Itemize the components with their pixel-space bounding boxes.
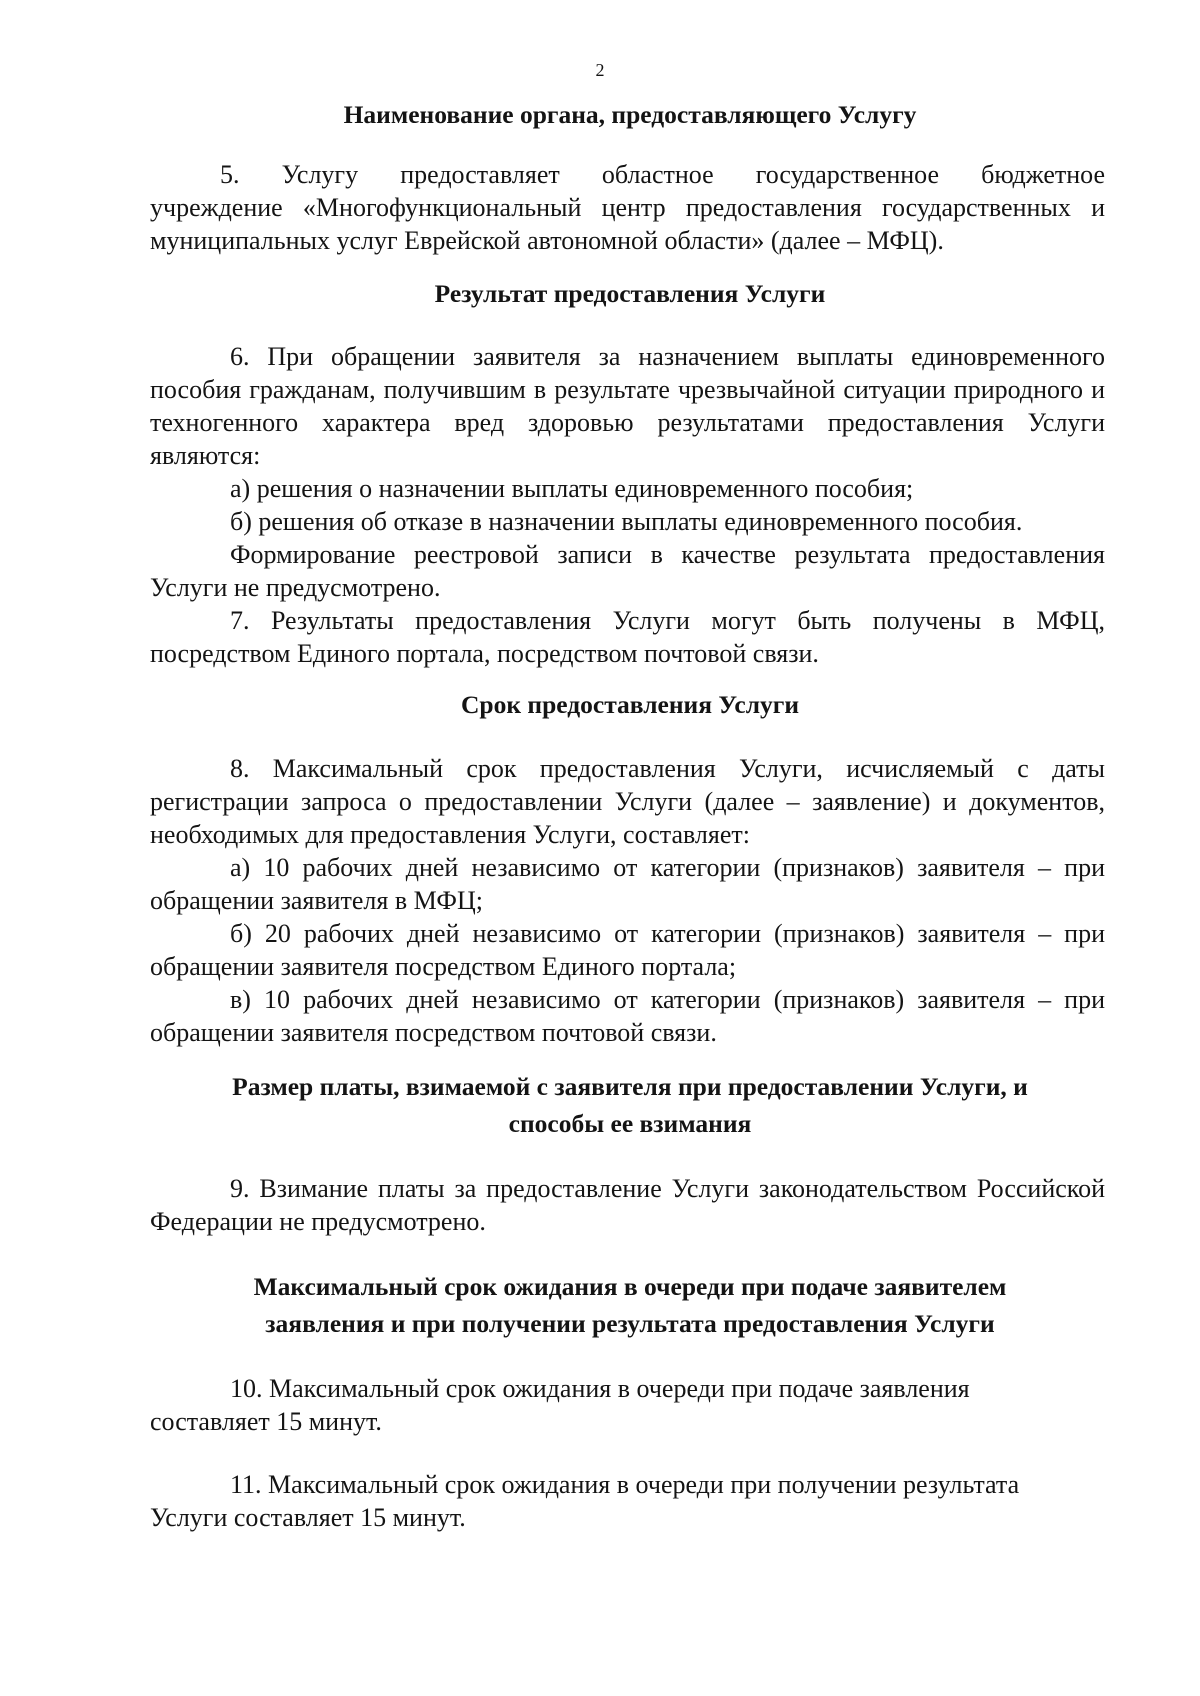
paragraph-6-registry: Формирование реестровой записи в качестве результата предоставления Услуги не предусмотрено. (150, 540, 1105, 602)
paragraph-10-line-2: составляет 15 минут. (150, 1407, 382, 1436)
paragraph-6b: б) решения об отказе в назначении выплаты единовременного пособия. (230, 507, 1023, 536)
paragraph-8b: б) 20 рабочих дней независимо от категории (признаков) заявителя – при обращении заявителя посредством Единого портала; (150, 919, 1105, 981)
section-heading-fee-line-1: Размер платы, взимаемой с заявителя при предоставлении Услуги, и (232, 1072, 1028, 1101)
paragraph-8c: в) 10 рабочих дней независимо от категории (признаков) заявителя – при обращении заявителя посредством почтовой связи. (150, 985, 1105, 1047)
paragraph-11-line-1: 11. Максимальный срок ожидания в очереди при получении результата (230, 1470, 1020, 1499)
paragraph-5-rest: учреждение «Многофункциональный центр предоставления государственных и муниципальных услуг Еврейской автономной области» (далее – МФЦ). (150, 193, 1105, 255)
paragraph-8a: а) 10 рабочих дней независимо от категории (признаков) заявителя – при обращении заявителя в МФЦ; (150, 853, 1105, 915)
section-heading-queue-line-2: заявления и при получении результата предоставления Услуги (265, 1309, 995, 1338)
paragraph-7: 7. Результаты предоставления Услуги могут быть получены в МФЦ, посредством Единого портала, посредством почтовой связи. (150, 606, 1105, 668)
paragraph-8: 8. Максимальный срок предоставления Услуги, исчисляемый с даты регистрации запроса о предоставлении Услуги (далее – заявление) и документов, необходимых для предоставления Услуги, составляет: (150, 754, 1105, 849)
paragraph-6: 6. При обращении заявителя за назначением выплаты единовременного пособия гражданам, получившим в результате чрезвычайной ситуации природного и техногенного характера вред здоровью результатами предоставления Услуги являются: (150, 342, 1105, 470)
section-heading-authority: Наименование органа, предоставляющего Услугу (343, 100, 917, 129)
section-heading-term: Срок предоставления Услуги (460, 690, 800, 719)
paragraph-11-line-2: Услуги составляет 15 минут. (150, 1503, 466, 1532)
paragraph-10-line-1: 10. Максимальный срок ожидания в очереди при подаче заявления (230, 1374, 970, 1403)
section-heading-queue-line-1: Максимальный срок ожидания в очереди при подаче заявителем (253, 1272, 1007, 1301)
page-number: 2 (595, 60, 605, 80)
section-heading-result: Результат предоставления Услуги (434, 279, 826, 308)
paragraph-5-first-line: 5. Услугу предоставляет областное государственное бюджетное (220, 160, 1105, 189)
section-heading-fee-line-2: способы ее взимания (508, 1109, 752, 1138)
paragraph-6a: а) решения о назначении выплаты единовременного пособия; (230, 474, 914, 503)
paragraph-9: 9. Взимание платы за предоставление Услуги законодательством Российской Федерации не предусмотрено. (150, 1174, 1105, 1236)
